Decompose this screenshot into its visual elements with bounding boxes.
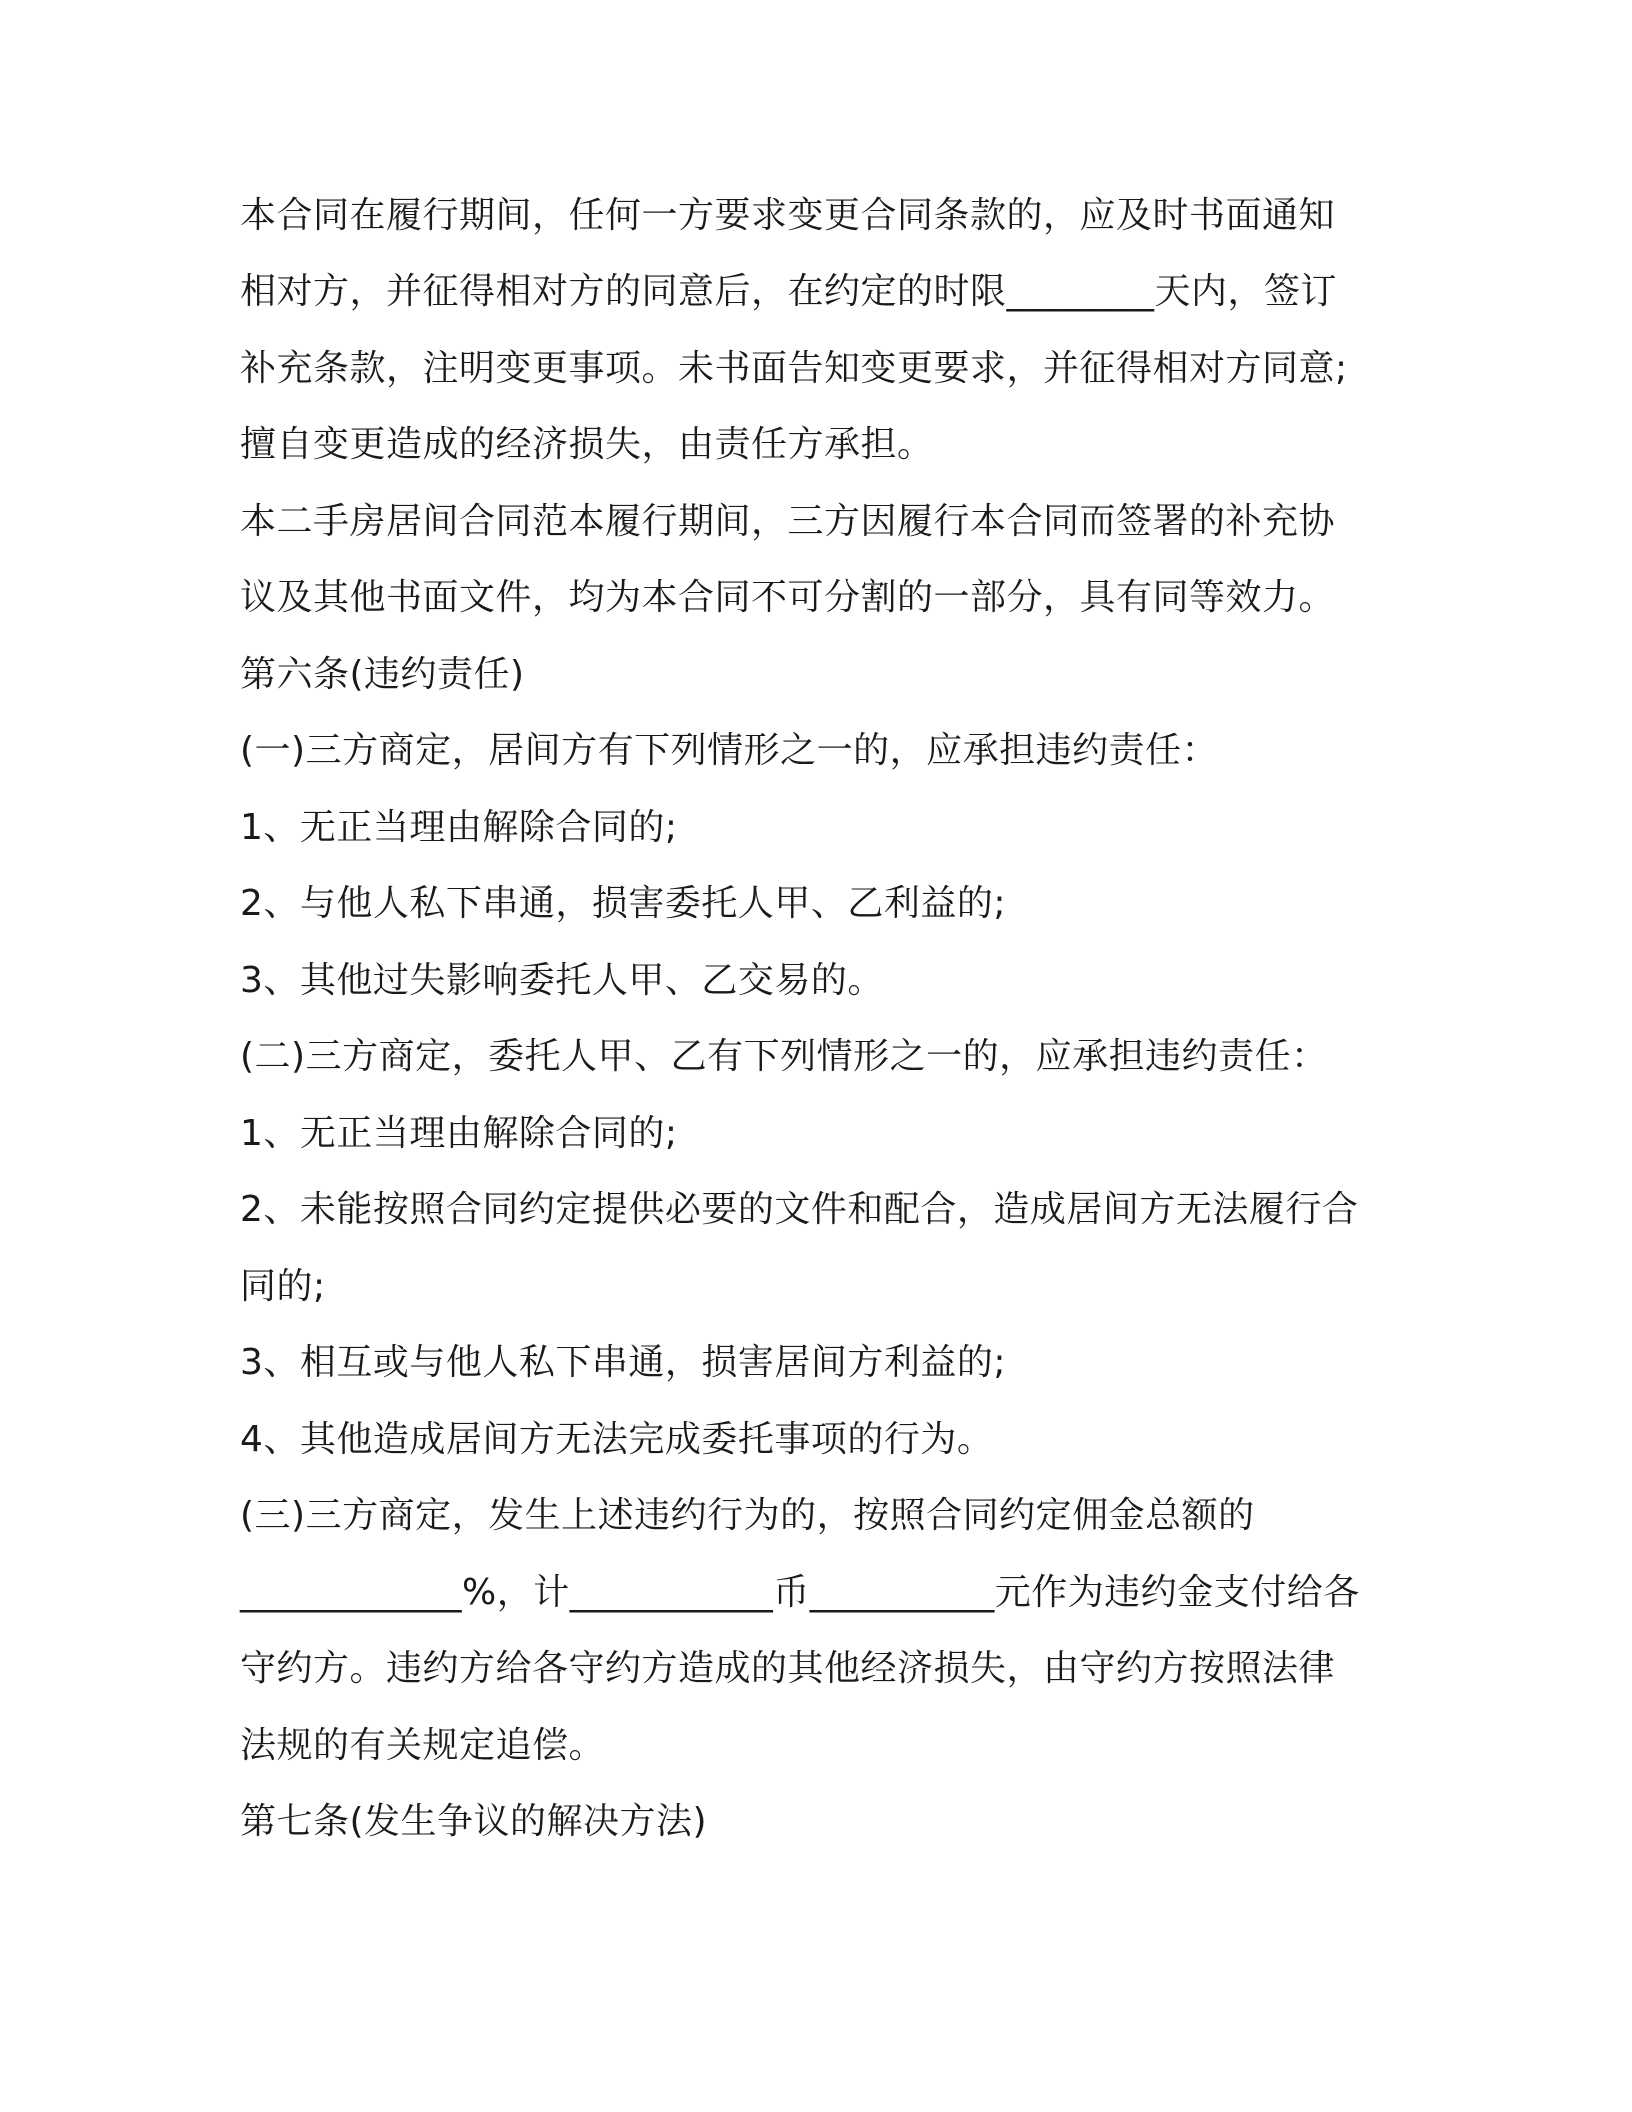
paragraph-change-terms-line-4: 擅自变更造成的经济损失，由责任方承担。 [240,424,934,465]
clause-two-item-2: 2、未能按照合同约定提供必要的文件和配合，造成居间方无法履行合 [240,1189,1359,1230]
paragraph-supplement-line-2: 议及其他书面文件，均为本合同不可分割的一部分，具有同等效力。 [240,577,1336,618]
paragraph-supplement-line-1: 本二手房居间合同范本履行期间，三方因履行本合同而签署的补充协 [240,501,1336,542]
clause-one-item-1: 1、无正当理由解除合同的; [240,807,678,848]
clause-two-item-1: 1、无正当理由解除合同的; [240,1113,678,1154]
paragraph-change-terms-line-1: 本合同在履行期间，任何一方要求变更合同条款的，应及时书面通知 [240,195,1336,236]
clause-two-intro: (二)三方商定，委托人甲、乙有下列情形之一的，应承担违约责任： [240,1036,1328,1077]
paragraph-change-terms-line-3: 补充条款，注明变更事项。未书面告知变更要求，并征得相对方同意; [240,348,1348,389]
clause-one-item-3: 3、其他过失影响委托人甲、乙交易的。 [240,960,884,1001]
article-seven-heading: 第七条(发生争议的解决方法) [240,1801,708,1842]
clause-two-item-3: 3、相互或与他人私下串通，损害居间方利益的; [240,1342,1007,1383]
clause-two-item-2-continued: 同的; [240,1266,326,1307]
clause-three-line-4: 法规的有关规定追偿。 [240,1725,606,1766]
article-six-heading: 第六条(违约责任) [240,654,525,695]
paragraph-change-terms-line-2: 相对方，并征得相对方的同意后，在约定的时限________天内，签订 [240,271,1338,312]
clause-three-line-3: 守约方。违约方给各守约方造成的其他经济损失，由守约方按照法律 [240,1648,1336,1689]
clause-two-item-4: 4、其他造成居间方无法完成委托事项的行为。 [240,1419,994,1460]
clause-one-intro: (一)三方商定，居间方有下列情形之一的，应承担违约责任： [240,730,1219,771]
clause-one-item-2: 2、与他人私下串通，损害委托人甲、乙利益的; [240,883,1007,924]
clause-three-line-1: (三)三方商定，发生上述违约行为的，按照合同约定佣金总额的 [240,1495,1255,1536]
clause-three-line-2: ____________%，计___________币__________元作为违约金支付给各 [240,1572,1360,1613]
